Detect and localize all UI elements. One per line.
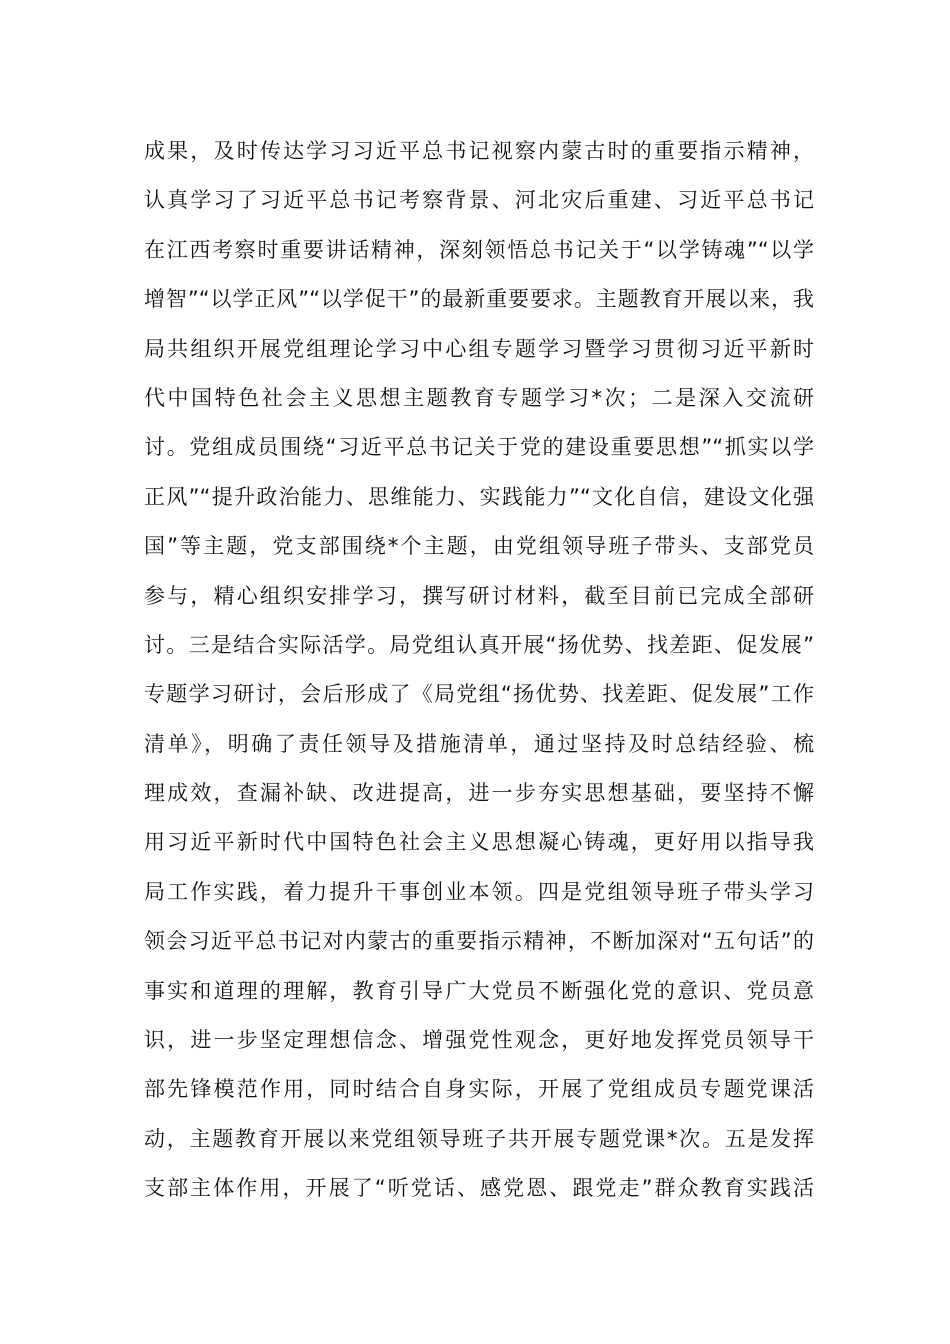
text-line: 理成效，查漏补缺、改进提高，进一步夯实思想基础，要坚持不懈: [144, 781, 814, 806]
text-line: 清单》，明确了责任领导及措施清单，通过坚持及时总结经验、梳: [144, 731, 814, 756]
text-line: 用习近平新时代中国特色社会主义思想凝心铸魂，更好用以指导我: [144, 830, 814, 855]
text-line: 专题学习研讨，会后形成了《局党组“扬优势、找差距、促发展”工作: [144, 682, 814, 707]
text-line: 事实和道理的理解，教育引导广大党员不断强化党的意识、党员意: [144, 978, 814, 1003]
body-text: [144, 127, 814, 1214]
text-line: 增智”“以学正风”“以学促干”的最新重要要求。主题教育开展以来，我: [144, 287, 814, 312]
text-line: 讨。党组成员围绕“习近平总书记关于党的建设重要思想”“抓实以学: [144, 435, 814, 460]
text-line: 动，主题教育开展以来党组领导班子共开展专题党课*次。五是发挥: [144, 1126, 814, 1151]
text-line: 成果，及时传达学习习近平总书记视察内蒙古时的重要指示精神，: [144, 139, 814, 163]
text-line: 识，进一步坚定理想信念、增强党性观念，更好地发挥党员领导干: [144, 1028, 814, 1053]
text-line: 国”等主题，党支部围绕*个主题，由党组领导班子带头、支部党员: [144, 534, 814, 559]
text-line: 部先锋模范作用，同时结合自身实际，开展了党组成员专题党课活: [144, 1077, 814, 1102]
text-line: 讨。三是结合实际活学。局党组认真开展“扬优势、找差距、促发展”: [144, 632, 814, 657]
text-line: 局工作实践，着力提升干事创业本领。四是党组领导班子带头学习: [144, 879, 814, 904]
text-line: 参与，精心组织安排学习，撰写研讨材料，截至目前已完成全部研: [144, 583, 814, 608]
text-line: 代中国特色社会主义思想主题教育专题学习*次；二是深入交流研: [144, 385, 814, 410]
text-line: 正风”“提升政治能力、思维能力、实践能力”“文化自信，建设文化强: [144, 484, 814, 509]
text-line: 领会习近平总书记对内蒙古的重要指示精神，不断加深对“五句话”的: [144, 929, 814, 954]
text-line: 局共组织开展党组理论学习中心组专题学习暨学习贯彻习近平新时: [144, 336, 814, 361]
text-line: 支部主体作用，开展了“听党话、感党恩、跟党走”群众教育实践活: [144, 1176, 814, 1201]
text-line: 认真学习了习近平总书记考察背景、河北灾后重建、习近平总书记: [144, 188, 814, 213]
text-line: 在江西考察时重要讲话精神，深刻领悟总书记关于“以学铸魂”“以学: [144, 237, 814, 262]
